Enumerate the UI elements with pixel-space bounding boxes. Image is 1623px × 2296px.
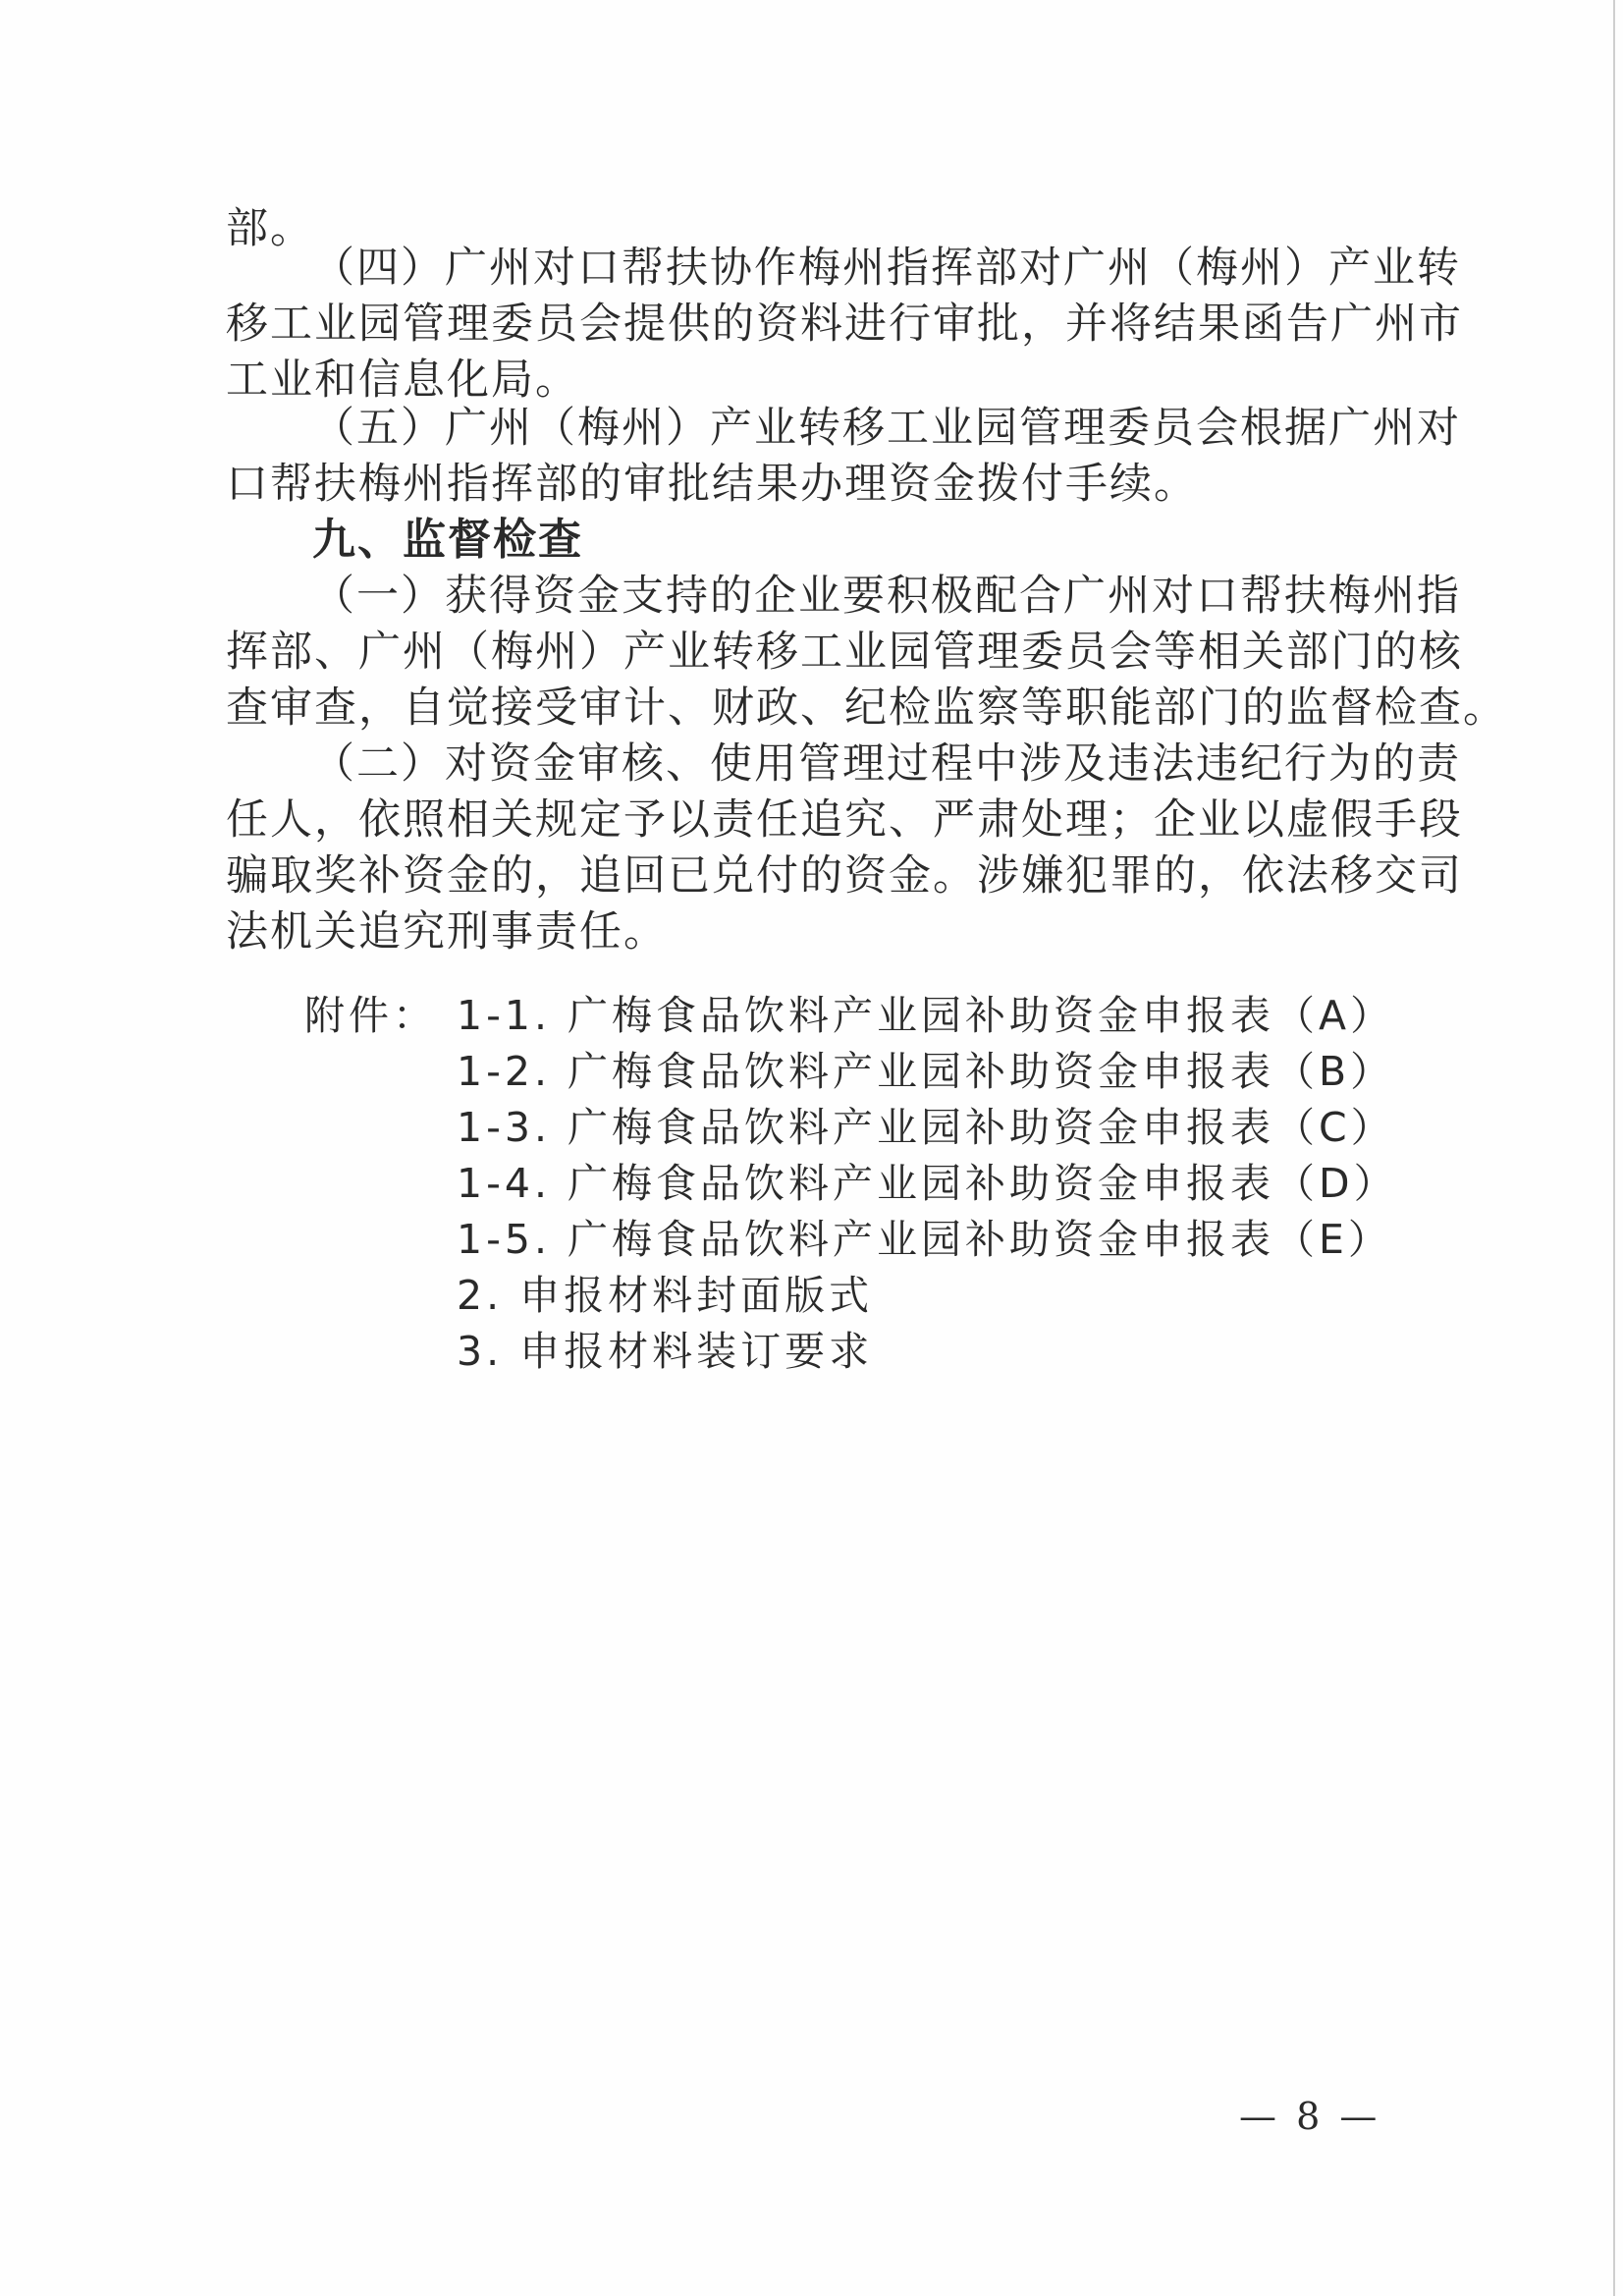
paragraph-line: 法机关追究刑事责任。 xyxy=(226,907,668,957)
attachment-item: 2. 申报材料封面版式 xyxy=(457,1272,874,1319)
section-heading: 九、监督检查 xyxy=(312,515,583,565)
paragraph-line: 挥部、广州（梅州）产业转移工业园管理委员会等相关部门的核 xyxy=(226,628,1463,677)
page-number: — 8 — xyxy=(1239,2095,1381,2138)
paragraph-line: （四）广州对口帮扶协作梅州指挥部对广州（梅州）产业转 xyxy=(312,244,1461,293)
paragraph-line: 口帮扶梅州指挥部的审批结果办理资金拨付手续。 xyxy=(226,460,1198,509)
paragraph-line: 移工业园管理委员会提供的资料进行审批，并将结果函告广州市 xyxy=(226,300,1463,349)
attachment-item: 1-4. 广梅食品饮料产业园补助资金申报表（D） xyxy=(457,1160,1398,1207)
paragraph-line: 任人，依照相关规定予以责任追究、严肃处理；企业以虚假手段 xyxy=(226,795,1463,845)
attachment-item: 1-5. 广梅食品饮料产业园补助资金申报表（E） xyxy=(457,1216,1392,1263)
paragraph-line: （五）广州（梅州）产业转移工业园管理委员会根据广州对 xyxy=(312,404,1461,453)
attachment-item: 1-2. 广梅食品饮料产业园补助资金申报表（B） xyxy=(457,1048,1395,1095)
paragraph-line: 查审查，自觉接受审计、财政、纪检监察等职能部门的监督检查。 xyxy=(226,683,1507,733)
attachment-item: 3. 申报材料装订要求 xyxy=(457,1328,874,1375)
attachments-label: 附件： xyxy=(304,992,437,1039)
paragraph-line: 部。 xyxy=(226,204,314,253)
paragraph-line: （一）获得资金支持的企业要积极配合广州对口帮扶梅州指 xyxy=(312,572,1461,621)
attachment-item: 1-3. 广梅食品饮料产业园补助资金申报表（C） xyxy=(457,1104,1395,1151)
scan-edge-divider xyxy=(1613,0,1615,2296)
paragraph-line: 骗取奖补资金的，追回已兑付的资金。涉嫌犯罪的，依法移交司 xyxy=(226,851,1463,901)
attachment-item: 1-1. 广梅食品饮料产业园补助资金申报表（A） xyxy=(457,992,1395,1039)
paragraph-line: 工业和信息化局。 xyxy=(226,355,579,405)
paragraph-line: （二）对资金审核、使用管理过程中涉及违法违纪行为的责 xyxy=(312,739,1461,789)
